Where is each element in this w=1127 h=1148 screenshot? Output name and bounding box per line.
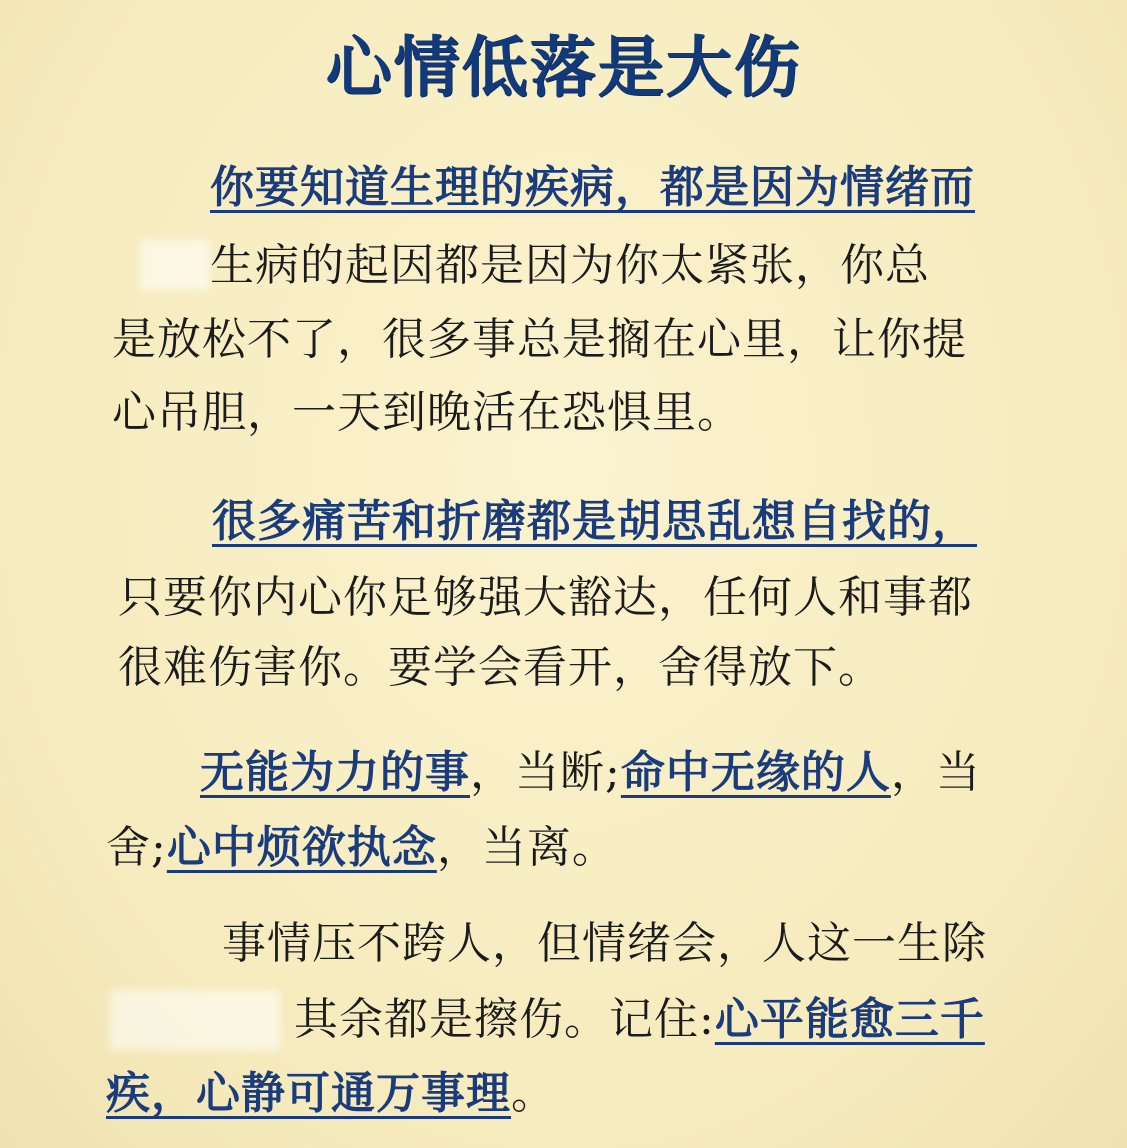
paragraph-1-line-3: 是放松不了，很多事总是搁在心里，让你提 [112, 314, 967, 365]
text-segment: 舍; [106, 822, 167, 873]
smudge-mark [110, 990, 280, 1050]
paragraph-1-line-4: 心吊胆，一天到晚活在恐惧里。 [112, 387, 742, 438]
text-segment: 。 [511, 1068, 556, 1119]
paragraph-2-line-2: 只要你内心你足够强大豁达，任何人和事都 [118, 572, 973, 623]
highlight-phrase: 命中无缘的人 [620, 747, 891, 798]
paragraph-1-line-1: 你要知道生理的疾病，都是因为情绪而 [210, 162, 975, 213]
highlight-phrase: 心平能愈三千 [714, 994, 985, 1045]
paragraph-4-line-3 [106, 1066, 556, 1122]
text-segment: ，当 [890, 747, 981, 798]
paragraph-3-line-2 [106, 820, 617, 876]
highlight-phrase: 无能为力的事 [200, 747, 470, 798]
paragraph-1-line-2: 生病的起因都是因为你太紧张，你总 [210, 240, 930, 291]
paragraph-2-line-1: 很多痛苦和折磨都是胡思乱想自找的， [212, 496, 977, 547]
page-title: 心情低落是大伤 [325, 29, 802, 106]
text-segment: ，当断; [470, 747, 621, 798]
smudge-mark [140, 240, 210, 290]
text-segment: 其余都是擦伤。记住: [294, 994, 715, 1045]
highlight-phrase: 疾，心静可通万事理 [106, 1068, 511, 1119]
highlight-phrase: 心中烦欲执念 [166, 822, 437, 873]
paragraph-4-line-2 [294, 992, 985, 1048]
paragraph-3-line-1 [200, 745, 981, 801]
text-segment: ，当离。 [436, 822, 617, 873]
paragraph-2-line-3: 很难伤害你。要学会看开，舍得放下。 [118, 642, 883, 693]
paragraph-4-line-1: 事情压不跨人，但情绪会，人这一生除 [222, 918, 987, 969]
